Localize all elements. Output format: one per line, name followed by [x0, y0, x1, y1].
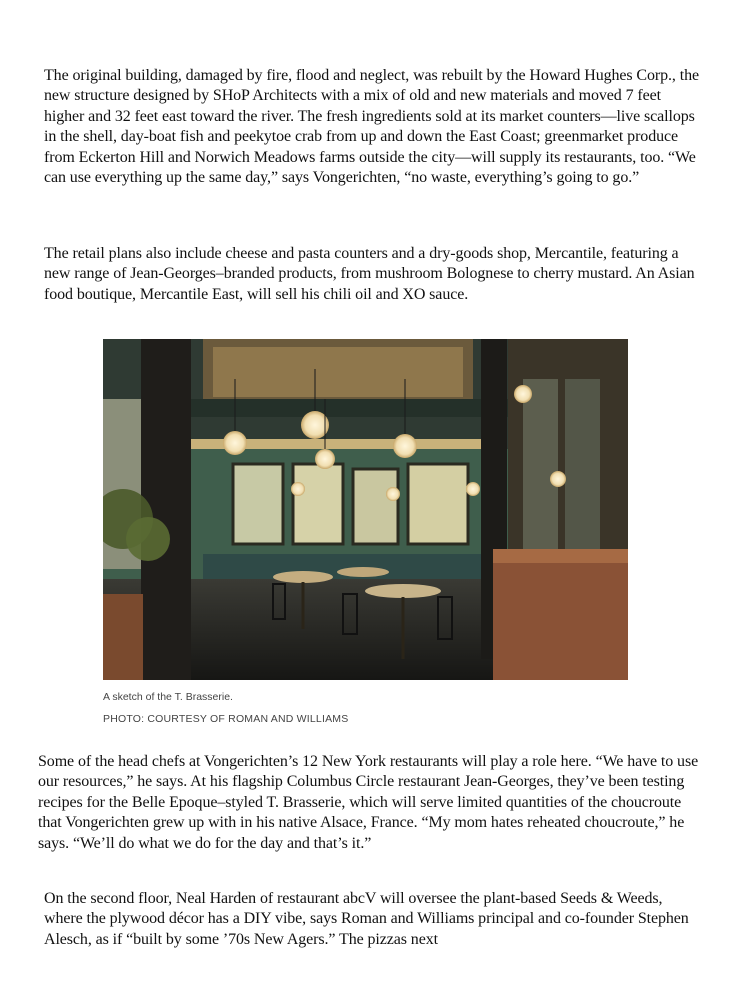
article-paragraph-3: Some of the head chefs at Vongerichten’s 12 New York restaurants will play a role here. “We have to use our resources,” he says. At his flagship Columbus Circle restaurant Jean-Georges, they’ve been testing recipes for the Belle Epoque–styled T. Brasserie, which will serve limited quantities of the choucroute that Vongerichten grew up with in his native Alsace, France. “My mom hates reheated choucroute,” he says. “We’ll do what we do for the day and that’s it.”	[38, 753, 699, 852]
article-paragraph-2: The retail plans also include cheese and pasta counters and a dry-goods shop, Mercantile, featuring a new range of Jean-Georges–branded products, from mushroom Bolognese to cherry mustard. An Asian food boutique, Mercantile East, will sell his chili oil and XO sauce.	[44, 245, 695, 303]
article-paragraph-4: On the second floor, Neal Harden of restaurant abcV will oversee the plant-based Seeds & Weeds, where the plywood décor has a DIY vibe, says Roman and Williams principal and co-founder Stephen Alesch, as if “built by some ’70s New Agers.” The pizzas next	[44, 890, 689, 948]
figure-caption: A sketch of the T. Brasserie.	[103, 691, 233, 703]
figure-credit: PHOTO: COURTESY OF ROMAN AND WILLIAMS	[103, 713, 349, 725]
article-paragraph-1: The original building, damaged by fire, flood and neglect, was rebuilt by the Howard Hughes Corp., the new structure designed by SHoP Architects with a mix of old and new materials and moved 7 feet higher and 32 feet east toward the river. The fresh ingredients sold at its market counters—live scallops in the shell, day-boat fish and peekytoe crab from up and down the East Coast; greenmarket produce from Eckerton Hill and Norwich Meadows farms outside the city—will supply its restaurants, too. “We can use everything up the same day,” says Vongerichten, “no waste, everything’s going to go.”	[44, 67, 699, 187]
brasserie-sketch-image	[103, 339, 628, 680]
